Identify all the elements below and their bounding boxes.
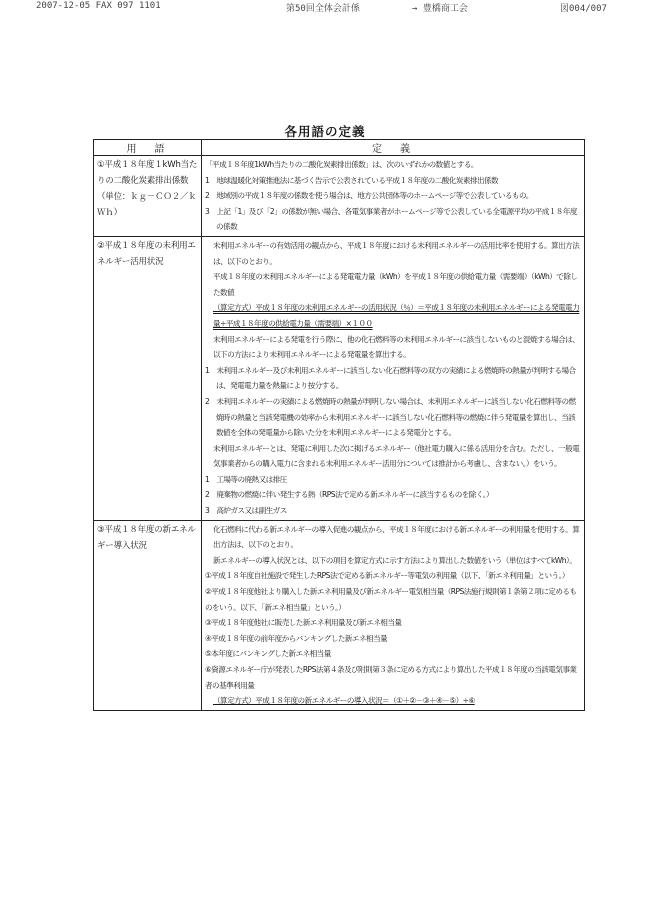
fax-sender-info: 2007-12-05 FAX 097 1101 (36, 1, 161, 11)
term-cell: ①平成１８年度１kWh当たりの二酸化炭素排出係数（単位：ｋｇ－ＣＯ２／ｋＷｈ） (94, 156, 202, 237)
definition-line: 1 工場等の廃熱又は排圧 (205, 474, 287, 484)
term-cell: ③平成１８年度の新エネルギー導入状況 (94, 520, 202, 710)
definition-line: 未利用エネルギーによる発電を行う際に、他の化石燃料等の未利用エネルギーに該当しないものと混焼する場合は、以下の方法により未利用エネルギーによる発電量を算出する。 (213, 334, 580, 360)
formula-text: （算定方式）平成１８年度の新エネルギーの導入状況＝（①＋②－③＋④－⑤）÷⑥ (213, 696, 475, 706)
definition-line: 未利用エネルギーの有効活用の観点から、平成１８年度における未利用エネルギーの活用比率を使用する。算出方法は、以下のとおり。 (213, 240, 580, 266)
fax-recipient: → 豊橋商工会 (412, 4, 468, 14)
definition-line: 2 未利用エネルギーの実績による燃焼時の熱量が判明しない場合は、未利用エネルギーに該当しない化石燃料等の燃焼時の熱量と当該発電機の効率から未利用エネルギーに該当しない化石燃料等の燃焼に伴う発電量を算出し、当該数値を全体の発電量から除いた分を未利用エネルギーによる発電分とする。 (205, 396, 576, 438)
fax-page-number: 図004/007 (560, 4, 607, 14)
definition-line: 1 未利用エネルギー及び未利用エネルギーに該当しない化石燃料等の双方の実績による燃焼時の熱量が判明する場合は、発電電力量を熱量により按分する。 (205, 365, 576, 391)
definitions-table (93, 139, 585, 711)
definition-line: ⑤本年度にバンキングした新エネ相当量 (205, 649, 331, 659)
definition-cell (202, 236, 585, 520)
definition-line: ③平成１８年度他社に販売した新エネ利用量及び新エネ相当量 (205, 618, 402, 628)
definition-cell (202, 156, 585, 237)
definition-line: 2 地域別の平成１８年度の係数を使う場合は、地方公共団体等のホームページ等で公表しているもの。 (205, 191, 533, 201)
formula-line (205, 300, 581, 331)
definition-line: 1 地球温暖化対策推進法に基づく告示で公表されている平成１８年度の二酸化炭素排出係数 (205, 175, 499, 185)
table-row (94, 236, 585, 520)
fax-header (0, 0, 650, 14)
column-header-term: 用 語 (94, 140, 202, 156)
definition-line: 2 廃棄物の燃焼に伴い発生する熱（RPS法で定める新エネルギーに該当するものを除く。） (205, 490, 494, 500)
definition-line: ④平成１８年度の前年度からバンキングした新エネ相当量 (205, 633, 388, 643)
definition-line: 3 上記「1」及び「2」の係数が無い場合、各電気事業者がホームページ等で公表している全電源平均の平成１８年度の係数 (205, 206, 577, 232)
definition-line: 新エネルギーの導入状況とは、以下の項目を算定方式に示す方法により算出した数値をいう（単位はすべてkWh）。 (213, 555, 577, 565)
term-cell: ②平成１８年度の未利用エネルギー活用状況 (94, 236, 202, 520)
definition-cell (202, 520, 585, 710)
definition-line: 未利用エネルギーとは、発電に利用した次に掲げるエネルギー（他社電力購入に係る活用分を含む。ただし、一般電気事業者からの購入電力に含まれる未利用エネルギー活用分については推計から考慮し、含まない。）をいう。 (213, 443, 580, 469)
table-row (94, 520, 585, 710)
definition-line: ②平成１８年度他社より購入した新エネ利用量及び新エネルギー電気相当量（RPS法施行規則第１条第２項に定めるものをいう。以下、「新エネ相当量」という。） (205, 587, 577, 612)
column-header-definition: 定 義 (202, 140, 585, 156)
table-header-row (94, 140, 585, 156)
document-title: 各用語の定義 (284, 124, 366, 139)
table-row (94, 156, 585, 237)
definition-line: 「平成１８年度1kWh当たりの二酸化炭素排出係数」は、次のいずれかの数値とする。 (205, 160, 478, 169)
formula-line (205, 693, 581, 709)
definition-line: 3 高炉ガス又は副生ガス (205, 506, 287, 516)
definition-line: 化石燃料に代わる新エネルギーの導入促進の観点から、平成１８年度における新エネルギーの利用量を使用する。算出方法は、以下のとおり。 (213, 524, 580, 550)
definition-line: ①平成１８年度自社施設で発生したRPS法で定める新エネルギー等電気の利用量（以下、「新エネ利用量」という。） (205, 571, 569, 581)
definition-line: 平成１８年度の未利用エネルギーによる発電電力量（kWh）を平成１８年度の供給電力量（需要端）（kWh）で除した数値 (213, 272, 578, 297)
formula-text: （算定方式）平成１８年度の未利用エネルギーの活用状況（％）＝平成１８年度の未利用エネルギーによる発電電力量÷平成１８年度の供給電力量（需要端）×１００ (213, 303, 580, 328)
fax-sender-name: 第50回全体会計係 (286, 4, 360, 14)
definition-line: ⑥資源エネルギー庁が発表したRPS法第４条及び附則第３条に定める方式により算出した平成１８年度の当該電気事業者の基準利用量 (205, 665, 577, 690)
